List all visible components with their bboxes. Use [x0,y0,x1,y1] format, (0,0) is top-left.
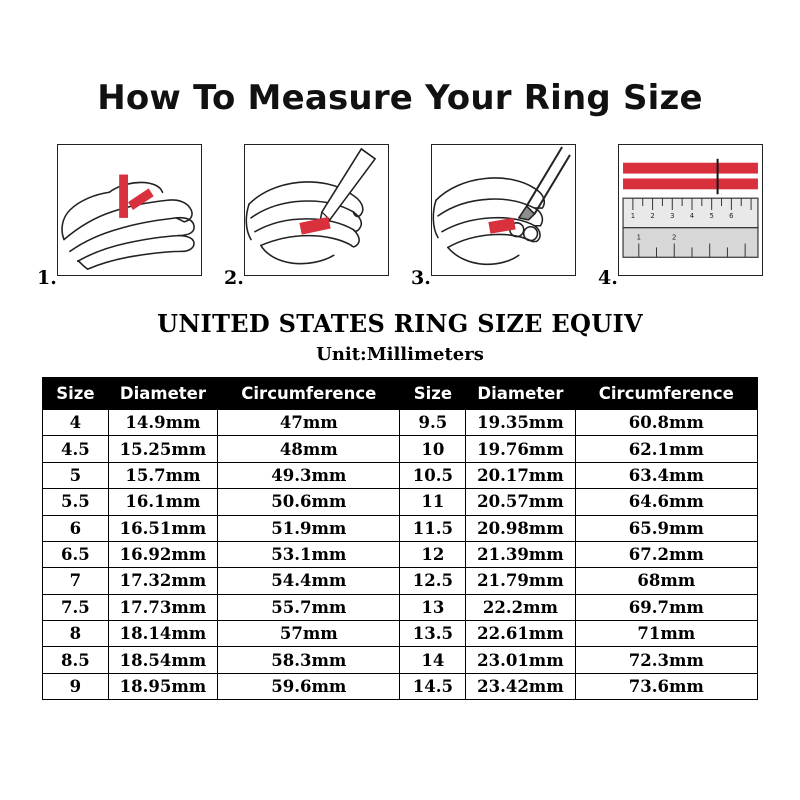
svg-text:3: 3 [670,211,675,220]
cell-diameter-left: 17.32mm [108,568,217,594]
cell-diameter-left: 16.92mm [108,541,217,567]
table-body [43,410,758,700]
table-row [43,436,758,462]
cell-diameter-right: 23.01mm [466,647,575,673]
cell-diameter-left: 18.14mm [108,621,217,647]
cell-size-right: 12 [400,541,466,567]
column-header-size-right: Size [400,378,466,410]
cell-circumference-left: 53.1mm [218,541,400,567]
step-3-number: 3. [411,267,431,289]
cell-circumference-right: 62.1mm [575,436,757,462]
column-header-circumference-right: Circumference [575,378,757,410]
cell-circumference-right: 69.7mm [575,594,757,620]
step-4-number: 4. [598,267,618,289]
cell-diameter-left: 18.54mm [108,647,217,673]
cell-size-right: 13 [400,594,466,620]
cell-circumference-left: 57mm [218,621,400,647]
svg-text:1: 1 [636,233,641,242]
svg-text:2: 2 [650,211,655,220]
cell-circumference-left: 51.9mm [218,515,400,541]
cell-size-right: 14 [400,647,466,673]
svg-text:5: 5 [709,211,714,220]
cell-size-right: 10.5 [400,462,466,488]
cell-size-right: 13.5 [400,621,466,647]
step-4-illustration [618,144,763,276]
cell-circumference-left: 58.3mm [218,647,400,673]
cell-diameter-left: 14.9mm [108,410,217,436]
svg-text:1: 1 [630,211,636,220]
table-row [43,568,758,594]
cell-circumference-left: 47mm [218,410,400,436]
cell-size-left: 9 [43,673,109,699]
cell-diameter-left: 18.95mm [108,673,217,699]
cell-diameter-left: 15.25mm [108,436,217,462]
cell-diameter-left: 16.1mm [108,489,217,515]
paper-strip-shape [488,218,515,234]
cell-diameter-left: 17.73mm [108,594,217,620]
cell-diameter-left: 16.51mm [108,515,217,541]
step-2-illustration [244,144,389,276]
table-row [43,515,758,541]
step-1-illustration [57,144,202,276]
step-3 [411,144,576,289]
size-table-wrap [42,377,758,700]
cell-diameter-right: 22.2mm [466,594,575,620]
table-row [43,673,758,699]
cell-size-left: 4 [43,410,109,436]
cell-size-right: 11.5 [400,515,466,541]
cell-diameter-right: 19.35mm [466,410,575,436]
cell-circumference-right: 64.6mm [575,489,757,515]
step-1-number: 1. [37,267,57,289]
cell-circumference-right: 65.9mm [575,515,757,541]
table-row [43,410,758,436]
svg-text:6: 6 [729,211,734,220]
cell-circumference-left: 55.7mm [218,594,400,620]
column-header-circumference-left: Circumference [218,378,400,410]
cell-size-left: 4.5 [43,436,109,462]
cell-circumference-right: 67.2mm [575,541,757,567]
ring-size-table [42,377,758,700]
table-row [43,647,758,673]
steps-row [0,144,800,289]
cell-size-left: 5 [43,462,109,488]
svg-text:4: 4 [689,211,695,220]
cell-circumference-right: 73.6mm [575,673,757,699]
cell-circumference-left: 59.6mm [218,673,400,699]
cell-size-left: 7.5 [43,594,109,620]
table-row [43,462,758,488]
step-4 [598,144,763,289]
step-2-number: 2. [224,267,244,289]
cell-diameter-right: 22.61mm [466,621,575,647]
cell-circumference-right: 68mm [575,568,757,594]
cell-circumference-right: 72.3mm [575,647,757,673]
table-title: UNITED STATES RING SIZE EQUIV [157,309,643,338]
cell-size-left: 7 [43,568,109,594]
cell-diameter-right: 20.17mm [466,462,575,488]
cell-size-right: 9.5 [400,410,466,436]
table-row [43,621,758,647]
hand-with-paper-strip-icon [58,145,201,275]
cell-diameter-right: 19.76mm [466,436,575,462]
cell-size-left: 5.5 [43,489,109,515]
cell-diameter-right: 21.39mm [466,541,575,567]
cell-diameter-right: 23.42mm [466,673,575,699]
cell-diameter-right: 21.79mm [466,568,575,594]
table-row [43,541,758,567]
column-header-diameter-left: Diameter [108,378,217,410]
cell-circumference-left: 49.3mm [218,462,400,488]
pen-shape [320,149,375,222]
step-3-illustration [431,144,576,276]
paper-strip-shape [119,175,153,218]
cell-size-left: 6.5 [43,541,109,567]
cell-circumference-left: 50.6mm [218,489,400,515]
step-2 [224,144,389,289]
svg-text:2: 2 [672,233,677,242]
ruler-measuring-strip-icon [619,145,762,275]
cell-size-right: 14.5 [400,673,466,699]
cell-circumference-left: 54.4mm [218,568,400,594]
cell-size-left: 8 [43,621,109,647]
cell-size-right: 12.5 [400,568,466,594]
cell-size-right: 11 [400,489,466,515]
cell-diameter-right: 20.98mm [466,515,575,541]
column-header-size-left: Size [43,378,109,410]
cell-size-left: 6 [43,515,109,541]
unit-label: Unit:Millimeters [316,344,484,365]
cell-diameter-right: 20.57mm [466,489,575,515]
paper-strip-shape [623,159,758,194]
cell-circumference-right: 71mm [575,621,757,647]
hand-marking-strip-with-pen-icon [245,145,388,275]
cell-diameter-left: 15.7mm [108,462,217,488]
cell-circumference-right: 60.8mm [575,410,757,436]
ruler-shape [623,198,758,257]
cell-circumference-left: 48mm [218,436,400,462]
table-header-row [43,378,758,410]
cell-size-left: 8.5 [43,647,109,673]
page-title: How To Measure Your Ring Size [97,78,703,118]
cell-circumference-right: 63.4mm [575,462,757,488]
table-row [43,489,758,515]
hand-cutting-strip-with-scissors-icon [432,145,575,275]
table-row [43,594,758,620]
step-1 [37,144,202,289]
cell-size-right: 10 [400,436,466,462]
column-header-diameter-right: Diameter [466,378,575,410]
